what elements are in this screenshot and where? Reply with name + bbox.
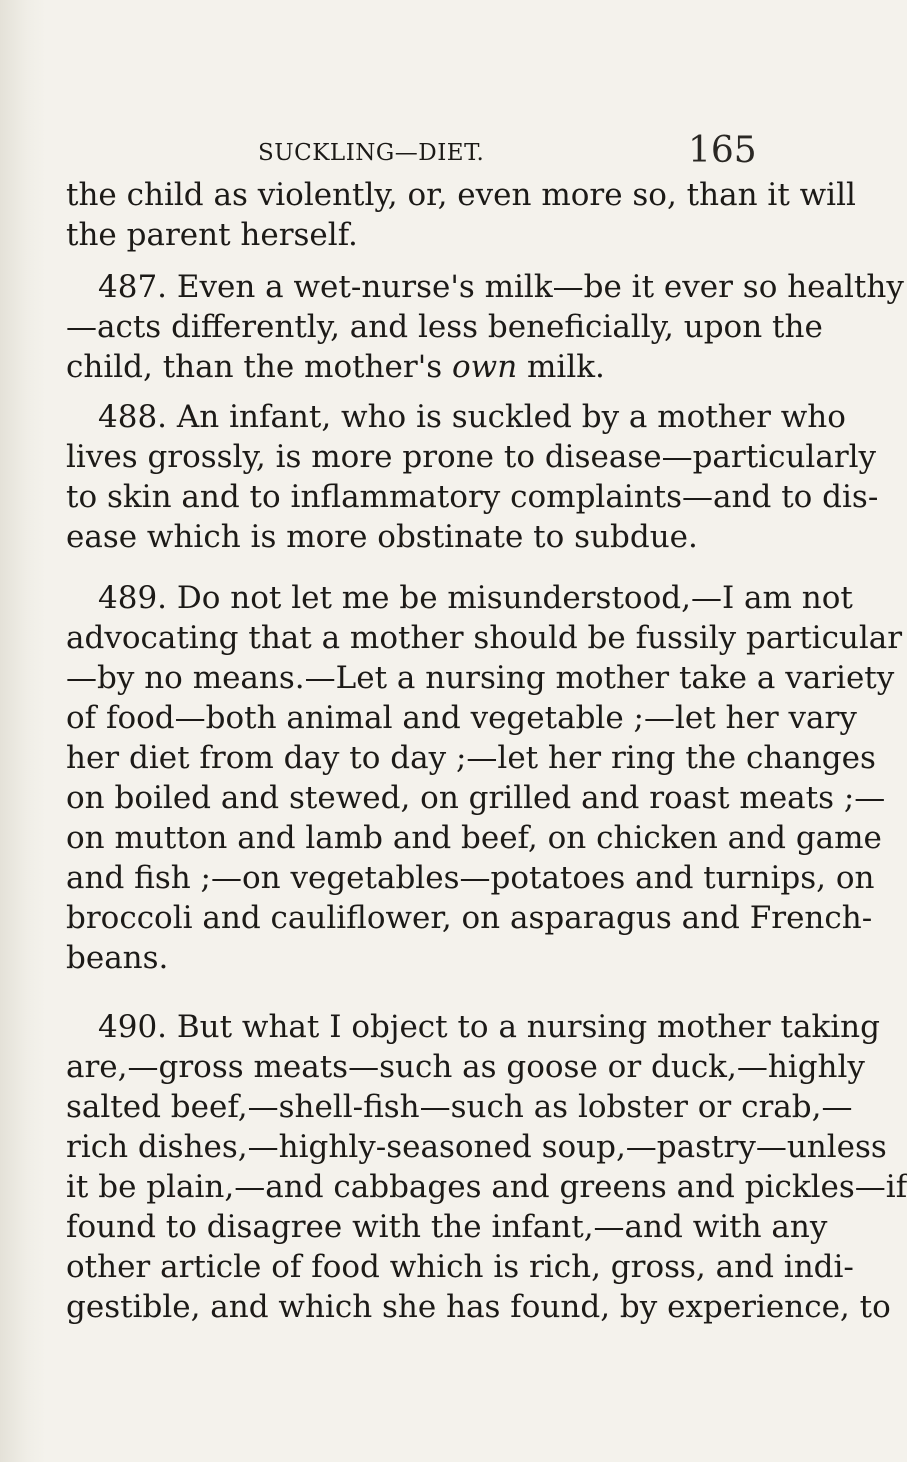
running-head: SUCKLING—DIET. [258,140,485,166]
text-line: on mutton and lamb and beef, on chicken and game [66,820,882,856]
text-line: 487. Even a wet-nurse's milk—be it ever so healthy [98,269,904,305]
page-edge-shadow [0,0,46,1462]
text-line: —acts differently, and less beneficially, upon the [66,309,823,345]
text-line: it be plain,—and cabbages and greens and pickles—if [66,1169,907,1205]
text-line-with-emphasis: child, than the mother's own milk. [66,349,605,385]
paragraph-489 [66,578,903,978]
text-line: on boiled and stewed, on grilled and roast meats ;— [66,780,886,816]
text-line: lives grossly, is more prone to disease—particularly [66,439,877,475]
text-line: —by no means.—Let a nursing mother take a variety [66,660,895,696]
text-line: 490. But what I object to a nursing mother taking [98,1009,880,1045]
text-line: of food—both animal and vegetable ;—let her vary [66,700,857,736]
page-number: 165 [688,130,757,171]
text-line: gestible, and which she has found, by experience, to [66,1289,891,1325]
emphasis-word: own [452,349,518,385]
text-line: the parent herself. [66,217,358,253]
text-line: other article of food which is rich, gross, and indi- [66,1249,854,1285]
text-line: and fish ;—on vegetables—potatoes and turnips, on [66,860,875,896]
text-line: found to disagree with the infant,—and with any [66,1209,828,1245]
text-line: to skin and to inflammatory complaints—and to dis- [66,479,879,515]
paragraph-490 [66,1007,907,1327]
text-line: the child as violently, or, even more so, than it will [66,177,856,213]
text-line: her diet from day to day ;—let her ring the changes [66,740,876,776]
paragraph-488 [66,397,879,557]
text-line: broccoli and cauliflower, on asparagus and French- [66,900,873,936]
text-line: 488. An infant, who is suckled by a mother who [98,399,846,435]
text-line: 489. Do not let me be misunderstood,—I am not [98,580,853,616]
text-line: advocating that a mother should be fussily particular [66,620,903,656]
text-line: are,—gross meats—such as goose or duck,—highly [66,1049,865,1085]
text-line: rich dishes,—highly-seasoned soup,—pastry—unless [66,1129,887,1165]
text-line: salted beef,—shell-fish—such as lobster or crab,— [66,1089,853,1125]
paragraph-487 [66,267,904,387]
paragraph-continuation [66,175,856,255]
text-line: ease which is more obstinate to subdue. [66,519,698,555]
text-line: beans. [66,940,169,976]
